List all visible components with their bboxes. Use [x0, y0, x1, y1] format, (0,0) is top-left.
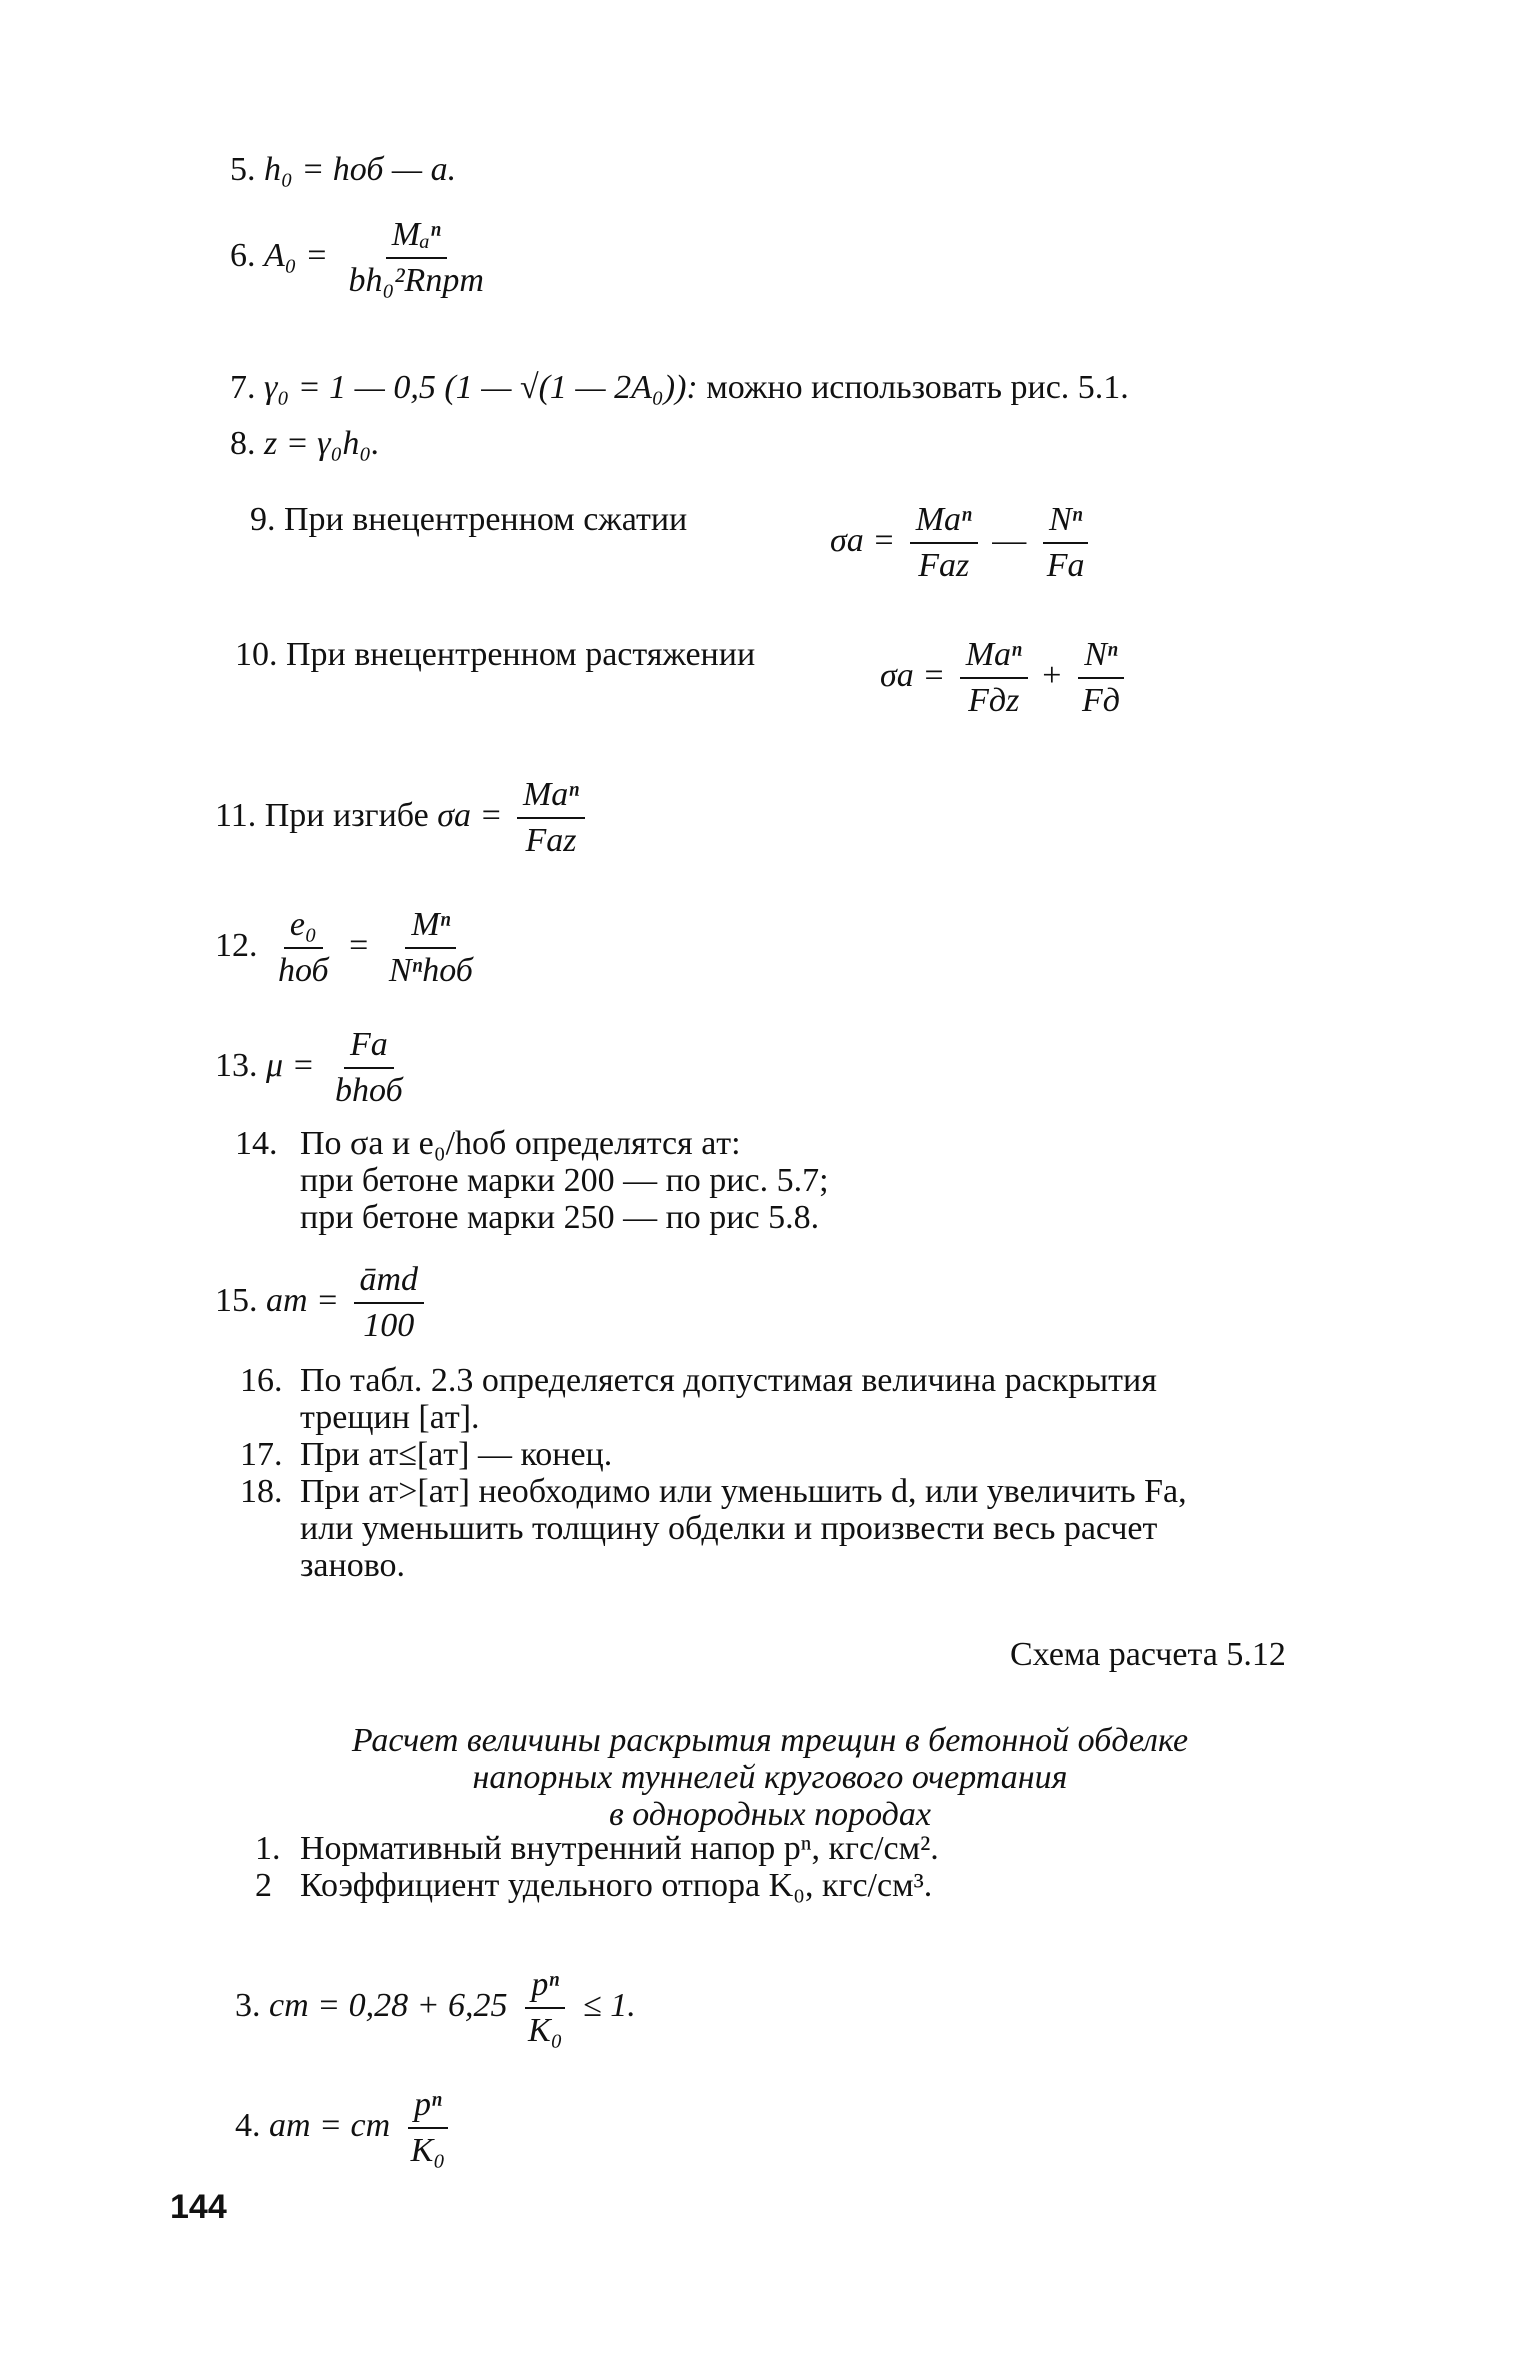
- item-number: 9.: [250, 501, 276, 538]
- denominator: 100: [363, 1307, 415, 1344]
- item-9: [250, 500, 687, 540]
- page-number: 144: [170, 2188, 227, 2226]
- numerator: Mₐⁿ: [386, 215, 447, 259]
- item-11: [215, 775, 591, 861]
- fraction: [329, 1025, 409, 1111]
- formula-lhs: A₀ =: [264, 236, 329, 274]
- denominator: Faz: [918, 547, 970, 584]
- section-item-4: [235, 2085, 457, 2171]
- operator: +: [1042, 656, 1062, 694]
- numerator: Nⁿ: [1078, 635, 1123, 679]
- item-18-line-1: При aт>[aт] необходимо или уменьшить d, или увеличить Fa,: [300, 1473, 1187, 1510]
- item-6: [230, 215, 496, 301]
- item-5: [230, 150, 456, 190]
- numerator: Fa: [344, 1025, 394, 1069]
- fraction: [383, 905, 479, 991]
- fraction: [354, 1260, 425, 1346]
- item-14-line-2: при бетоне марки 200 — по рис. 5.7;: [300, 1162, 829, 1199]
- denominator: K₀: [528, 2012, 563, 2049]
- fraction: [1076, 635, 1126, 721]
- item-10-formula: [880, 635, 1132, 721]
- scheme-label: Схема расчета 5.12: [1010, 1636, 1286, 1673]
- item-number: 10.: [235, 636, 278, 673]
- numerator: pⁿ: [525, 1965, 565, 2009]
- section-title-line-1: Расчет величины раскрытия трещин в бетонной обделке: [351, 1722, 1189, 1759]
- section-title-line-3: в однородных породах: [609, 1796, 931, 1833]
- item-14-number: 14.: [235, 1125, 278, 1162]
- formula-lhs: σa =: [437, 796, 503, 834]
- note: можно использовать рис. 5.1.: [706, 369, 1129, 406]
- denominator: bh₀²Rпрm: [348, 262, 484, 299]
- operator: —: [992, 521, 1027, 559]
- item-15: [215, 1260, 430, 1346]
- fraction: [1041, 500, 1091, 586]
- item-9-formula: [830, 500, 1097, 586]
- item-number: 4.: [235, 2106, 261, 2144]
- item-number: 13.: [215, 1046, 258, 1084]
- formula-lhs: σa =: [830, 521, 896, 559]
- denominator: K₀: [410, 2132, 446, 2169]
- section-item-2-text: Коэффициент удельного отпора K₀, кгс/см³.: [300, 1867, 933, 1904]
- item-14-line-3: при бетоне марки 250 — по рис 5.8.: [300, 1199, 820, 1236]
- formula-lhs: aт = cт: [269, 2106, 391, 2144]
- item-label: При внецентренном растяжении: [286, 636, 756, 673]
- item-18-line-3: заново.: [300, 1547, 406, 1584]
- item-14-line-1: По σa и e₀/hоб определятся aт:: [300, 1125, 741, 1162]
- item-16-line-2: трещин [aт].: [300, 1399, 480, 1436]
- fraction: [343, 215, 490, 301]
- section-item-2-number: 2: [255, 1867, 272, 1904]
- item-label: При внецентренном сжатии: [284, 501, 688, 538]
- denominator: Fдz: [968, 682, 1020, 719]
- item-8: [230, 424, 380, 464]
- formula: z = γ₀h₀.: [264, 425, 380, 462]
- formula-lhs: σa =: [880, 656, 946, 694]
- item-number: 15.: [215, 1281, 258, 1319]
- item-number: 3.: [235, 1986, 261, 2024]
- item-16-number: 16.: [240, 1362, 283, 1399]
- fraction: [405, 2085, 452, 2171]
- formula-lhs: cт = 0,28 + 6,25: [269, 1986, 508, 2024]
- numerator: Maⁿ: [960, 635, 1028, 679]
- item-label: При изгибе: [264, 796, 429, 834]
- numerator: Nⁿ: [1043, 500, 1088, 544]
- denominator: bhоб: [335, 1072, 403, 1109]
- item-16-line-1: По табл. 2.3 определяется допустимая величина раскрытия: [300, 1362, 1157, 1399]
- section-item-1-text: Нормативный внутренний напор pⁿ, кгс/см².: [300, 1830, 939, 1867]
- fraction: [517, 775, 585, 861]
- denominator: hоб: [278, 952, 329, 989]
- item-number: 11.: [215, 796, 257, 834]
- item-18-line-2: или уменьшить толщину обделки и произвести весь расчет: [300, 1510, 1158, 1547]
- item-17-text: При aт≤[aт] — конец.: [300, 1436, 613, 1473]
- formula-lhs: μ =: [266, 1046, 315, 1084]
- item-17-number: 17.: [240, 1436, 283, 1473]
- item-18-number: 18.: [240, 1473, 283, 1510]
- item-number: 8.: [230, 425, 256, 462]
- item-7: [230, 368, 1129, 408]
- item-13: [215, 1025, 415, 1111]
- numerator: Mⁿ: [405, 905, 456, 949]
- formula: h₀ = hоб — a.: [264, 151, 457, 188]
- formula-rhs: ≤ 1.: [583, 1986, 636, 2024]
- numerator: Maⁿ: [517, 775, 585, 819]
- denominator: Fa: [1046, 547, 1085, 584]
- fraction: [960, 635, 1028, 721]
- numerator: pⁿ: [408, 2085, 448, 2129]
- item-number: 12.: [215, 926, 258, 964]
- formula: γ₀ = 1 — 0,5 (1 — √(1 — 2A₀)):: [264, 369, 698, 406]
- section-title-line-2: напорных туннелей кругового очертания: [472, 1759, 1068, 1796]
- item-number: 5.: [230, 151, 256, 188]
- numerator: e₀: [284, 905, 323, 949]
- section-item-3: [235, 1965, 636, 2051]
- denominator: Nⁿhоб: [388, 952, 473, 989]
- item-12: [215, 905, 485, 991]
- denominator: Fд: [1081, 682, 1120, 719]
- formula-lhs: aт =: [266, 1281, 339, 1319]
- section-item-1-number: 1.: [255, 1830, 281, 1867]
- fraction: [910, 500, 978, 586]
- item-number: 7.: [230, 369, 256, 406]
- fraction: [272, 905, 335, 991]
- item-number: 6.: [230, 236, 256, 274]
- item-10: [235, 635, 755, 675]
- numerator: Maⁿ: [910, 500, 978, 544]
- fraction: [522, 1965, 569, 2051]
- operator: =: [349, 926, 369, 964]
- denominator: Faz: [525, 822, 577, 859]
- numerator: āтd: [354, 1260, 425, 1304]
